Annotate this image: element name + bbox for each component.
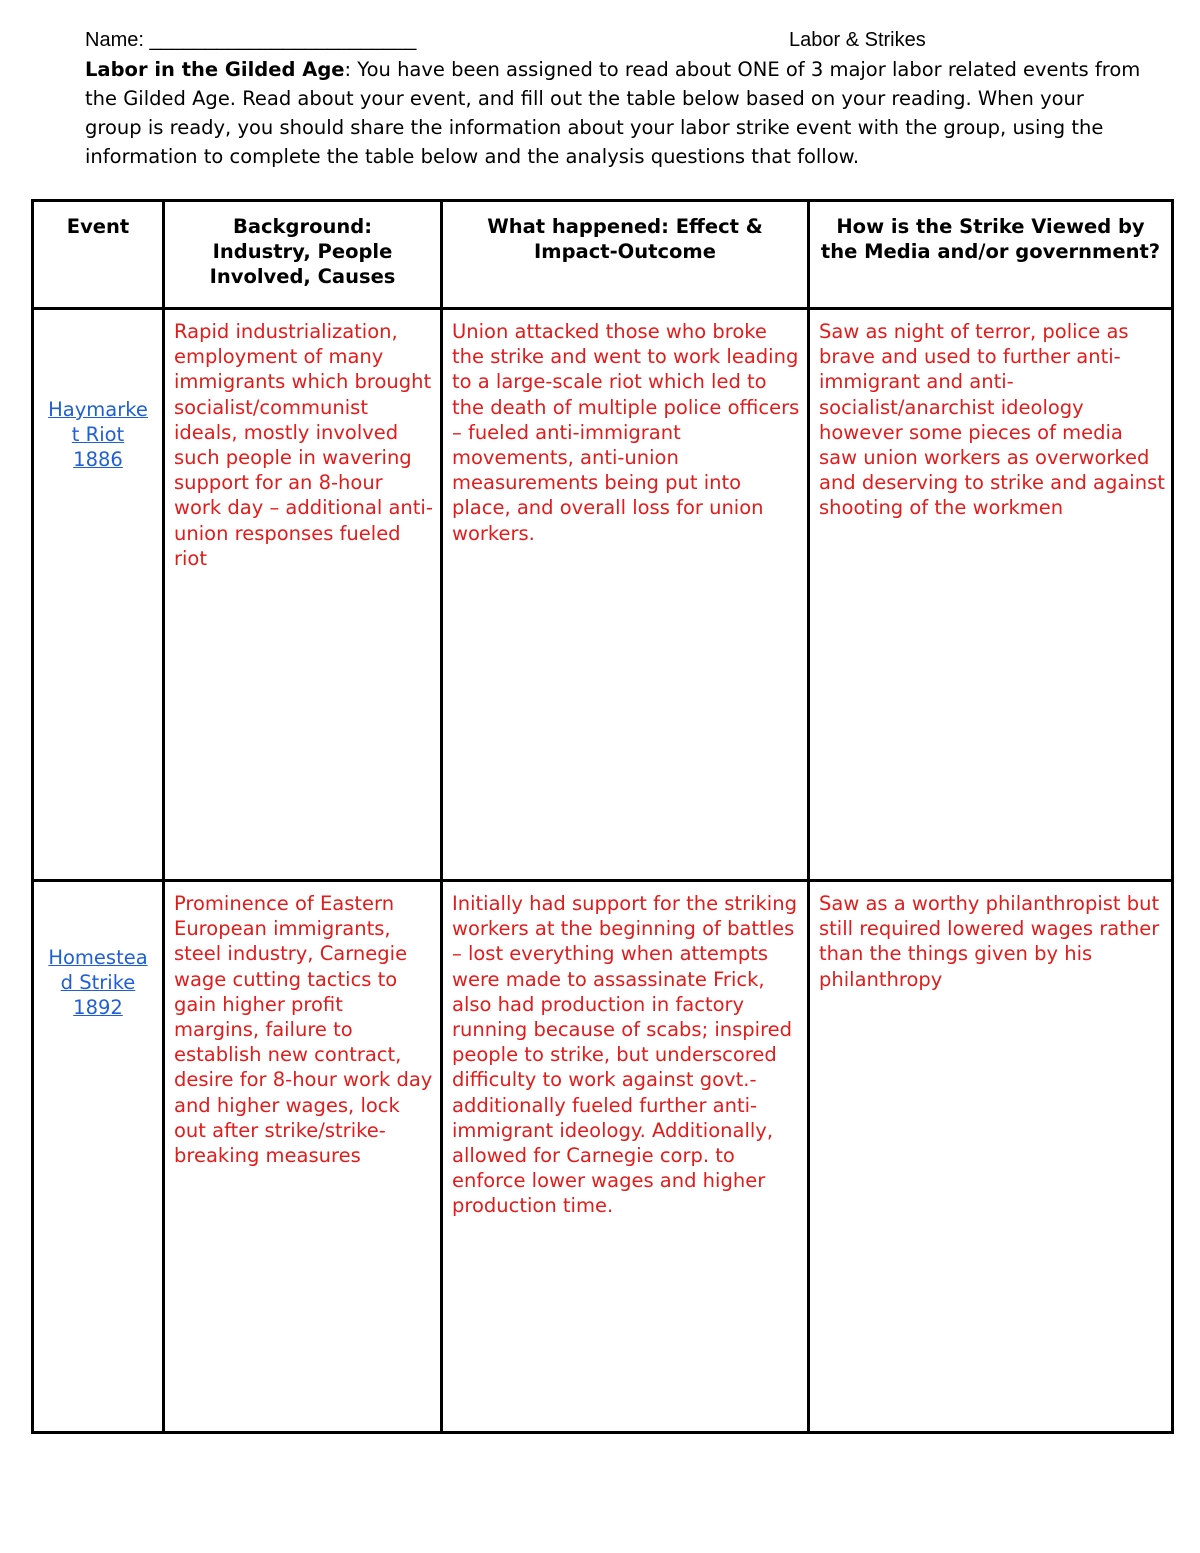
outcome-cell: Union attacked those who broke the strike and went to work leading to a large-scale riot which led to the death of multiple police officers – fueled anti-immigrant movements, anti-union measurements being put into place, and overall loss for union workers.	[442, 309, 809, 881]
media-view-cell: Saw as night of terror, police as brave and used to further anti-immigrant and anti-socialist/anarchist ideology however some pieces of media saw union workers as overworked and deserving to strike and against shooting of the workmen	[809, 309, 1173, 881]
table-row	[33, 881, 1173, 1433]
background-cell: Prominence of Eastern European immigrants, steel industry, Carnegie wage cutting tactics to gain higher profit margins, failure to establish new contract, desire for 8-hour work day and higher wages, lock out after strike/strike-breaking measures	[164, 881, 442, 1433]
event-link-haymarket-line2[interactable]: t Riot	[71, 423, 125, 446]
table-header-row	[33, 201, 1173, 309]
events-table	[31, 199, 1174, 1434]
name-field-label: Name: ________________________	[85, 29, 417, 51]
background-cell: Rapid industrialization, employment of many immigrants which brought socialist/communist ideals, mostly involved such people in wavering support for an 8-hour work day – additional anti-union responses fueled riot	[164, 309, 442, 881]
header-background: Background: Industry, People Involved, Causes	[164, 201, 442, 309]
intro-paragraph	[85, 55, 1145, 171]
intro-text: : You have been assigned to read about ONE of 3 major labor related events from the Gilded Age. Read about your event, and fill out the table below based on your reading. When your group is ready, you should share the information about your labor strike event with the group, using the information to complete the table below and the analysis questions that follow.	[85, 58, 1141, 168]
media-view-cell: Saw as a worthy philanthropist but still required lowered wages rather than the things given by his philanthropy	[809, 881, 1173, 1433]
event-link-homestead-line1[interactable]: Homestea	[48, 946, 148, 969]
header-outcome: What happened: Effect & Impact-Outcome	[442, 201, 809, 309]
document-title: Labor & Strikes	[789, 29, 926, 51]
outcome-cell: Initially had support for the striking workers at the beginning of battles – lost everything when attempts were made to assassinate Frick, also had production in factory running because of scabs; inspired people to strike, but underscored difficulty to work against govt.- additionally fueled further anti-immigrant ideology. Additionally, allowed for Carnegie corp. to enforce lower wages and higher production time.	[442, 881, 809, 1433]
header-event: Event	[33, 201, 164, 309]
event-link-haymarket-line1[interactable]: Haymarke	[48, 398, 148, 421]
table-row	[33, 309, 1173, 881]
event-link-haymarket-line3[interactable]: 1886	[73, 448, 123, 471]
event-cell	[33, 881, 164, 1433]
intro-heading: Labor in the Gilded Age	[85, 58, 345, 81]
header-media-view: How is the Strike Viewed by the Media and/or government?	[809, 201, 1173, 309]
event-link-homestead-line3[interactable]: 1892	[73, 996, 123, 1019]
event-cell	[33, 309, 164, 881]
event-link-homestead-line2[interactable]: d Strike	[60, 971, 136, 994]
